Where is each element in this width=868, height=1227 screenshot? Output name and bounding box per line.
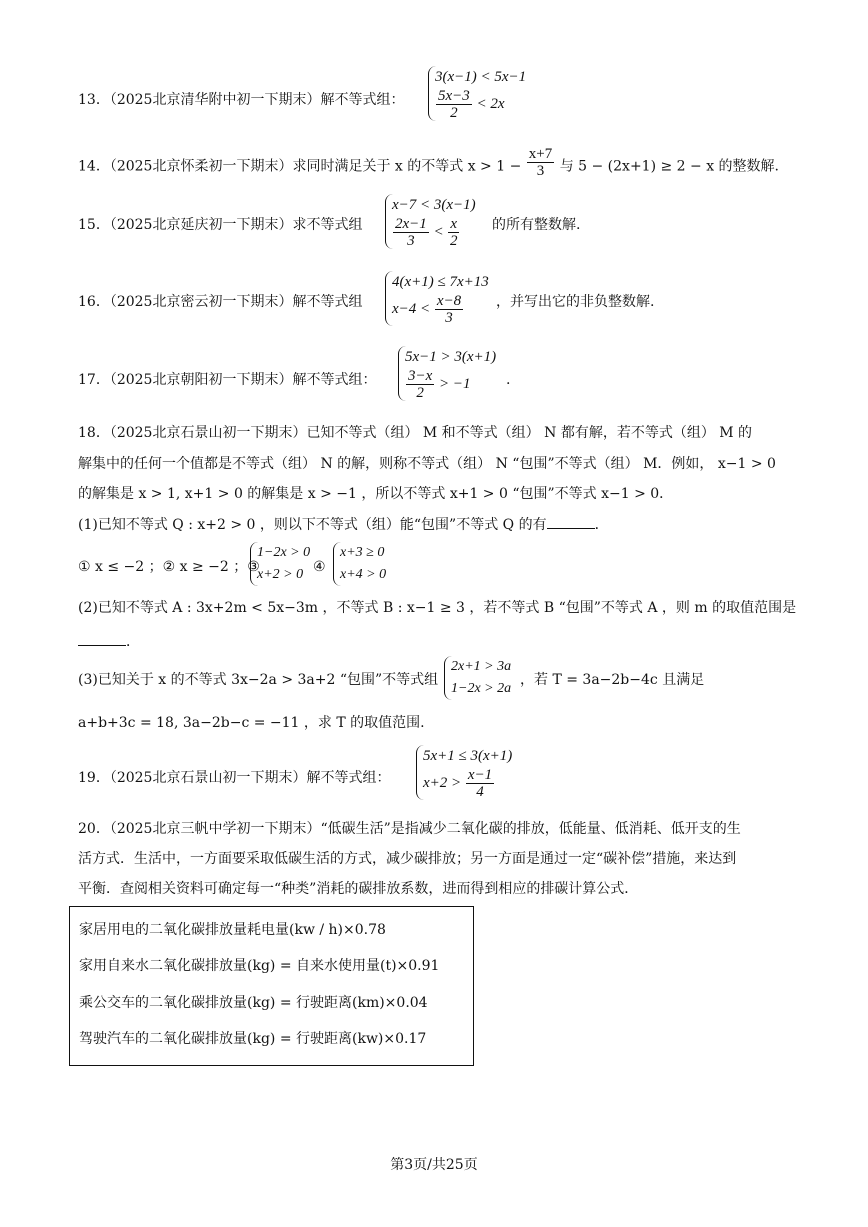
q16-system: 4(x+1) ≤ 7x+13 x−4 < $\frac{x-8}{3}$ xyxy=(385,271,489,326)
q13-system: 3(x−1) < 5x−1 $\frac{5x-3}{2}$ < 2x xyxy=(428,66,526,121)
q18-sub2: (2)已知不等式 A : 3x+2m < 5x−3m ，不等式 B : x−1 ≥ 3 ，若不等式 B “包围”不等式 A ，则 m 的取值范围是 xyxy=(78,600,797,616)
q15-system: x−7 < 3(x−1) $\frac{2x-1}{3}$ < $\frac{x}{2}$ xyxy=(385,194,476,249)
answer-blank-2[interactable] xyxy=(78,631,126,646)
q16-line1: 4(x+1) ≤ 7x+13 xyxy=(392,274,489,290)
q19-prefix: 19．（2025北京石景山初一下期末）解不等式组： xyxy=(78,770,391,786)
q18-sub1: (1)已知不等式 Q : x+2 > 0 ，则以下不等式（组）能“包围”不等式 Q 的有 ． xyxy=(78,514,609,535)
q18-sub3-line2: a+b+3c = 18, 3a−2b−c = −11 ，求 T 的取值范围. xyxy=(78,715,425,731)
q18-p2: 解集中的任何一个值都是不等式（组） N 的解，则称不等式（组） N “包围”不等式（组） M．例如， x−1 > 0 xyxy=(78,456,776,472)
formula-box xyxy=(69,906,474,1066)
answer-blank-1[interactable] xyxy=(547,514,595,529)
q18-option4-system: x+3 ≥ 0 x+4 > 0 xyxy=(333,542,386,586)
q17-suffix: . xyxy=(506,372,511,388)
q18-option4-mark: ④ xyxy=(313,559,326,575)
q18-option3-system: 1−2x > 0 x+2 > 0 xyxy=(250,542,310,586)
q15-suffix: 的所有整数解. xyxy=(492,217,581,233)
q13-fraction: $\frac{5x-3}{2}$ xyxy=(438,88,470,121)
formula-car: 驾驶汽车的二氧化碳排放量(kg) = 行驶距离(kw)×0.17 xyxy=(79,1031,427,1047)
formula-electricity: 家居用电的二氧化碳排放量耗电量(kw / h)×0.78 xyxy=(79,922,386,938)
q19-line1: 5x+1 ≤ 3(x+1) xyxy=(423,748,513,764)
q13-prefix: 13．（2025北京清华附中初一下期末）解不等式组： xyxy=(78,92,405,108)
q19-system: 5x+1 ≤ 3(x+1) x+2 > $\frac{x-1}{4}$ xyxy=(416,745,512,800)
q18-sub3-system: 2x+1 > 3a 1−2x > 2a xyxy=(444,656,511,700)
q20-p2: 活方式．生活中，一方面要采取低碳生活的方式，减少碳排放；另一方面是通过一定“碳补偿”措施，来达到 xyxy=(78,851,737,867)
q18-sub3-after: ，若 T = 3a−2b−4c 且满足 xyxy=(520,672,705,688)
q17-line1: 5x−1 > 3(x+1) xyxy=(405,349,497,365)
q18-p3: 的解集是 x > 1, x+1 > 0 的解集是 x > −1 ，所以不等式 x+1 > 0 “包围”不等式 x−1 > 0． xyxy=(78,486,674,502)
formula-bus: 乘公交车的二氧化碳排放量(kg) = 行驶距离(km)×0.04 xyxy=(79,995,428,1011)
q17-system: 5x−1 > 3(x+1) $\frac{3-x}{2}$ > −1 xyxy=(398,346,496,401)
q20-p1: 20．（2025北京三帆中学初一下期末）“低碳生活”是指减少二氧化碳的排放，低能量、低消耗、低开支的生 xyxy=(78,821,741,837)
page-footer: 第3页/共25页 xyxy=(390,1157,478,1173)
q20-p3: 平衡．查阅相关资料可确定每一“种类”消耗的碳排放系数，进而得到相应的排碳计算公式． xyxy=(78,881,639,897)
q14-fraction: $\frac{x+7}{3}$ xyxy=(528,146,553,179)
q15-prefix: 15．（2025北京延庆初一下期末）求不等式组 xyxy=(78,217,363,233)
q18-p1: 18．（2025北京石景山初一下期末）已知不等式（组） M 和不等式（组） N 都有解，若不等式（组） M 的 xyxy=(78,425,753,441)
q18-options-text: ① x ≤ −2 ；② x ≥ −2 ；③ xyxy=(78,559,260,575)
q14-line: 14．（2025北京怀柔初一下期末）求同时满足关于 x 的不等式 x > 1 − $\frac{x+7}{3}$ 与 5 − (2x+1) ≥ 2 − x 的整数解. xyxy=(78,146,780,179)
formula-water: 家用自来水二氧化碳排放量(kg) = 自来水使用量(t)×0.91 xyxy=(79,958,440,974)
q16-prefix: 16．（2025北京密云初一下期末）解不等式组 xyxy=(78,294,363,310)
q15-line1: x−7 < 3(x−1) xyxy=(392,197,476,213)
q16-suffix: ，并写出它的非负整数解. xyxy=(496,294,655,310)
q18-sub3: (3)已知关于 x 的不等式 3x−2a > 3a+2 “包围”不等式组 xyxy=(78,672,439,688)
q17-prefix: 17．（2025北京朝阳初一下期末）解不等式组： xyxy=(78,372,377,388)
q13-line1: 3(x−1) < 5x−1 xyxy=(435,69,527,85)
q18-sub2-end: ． xyxy=(78,631,140,652)
